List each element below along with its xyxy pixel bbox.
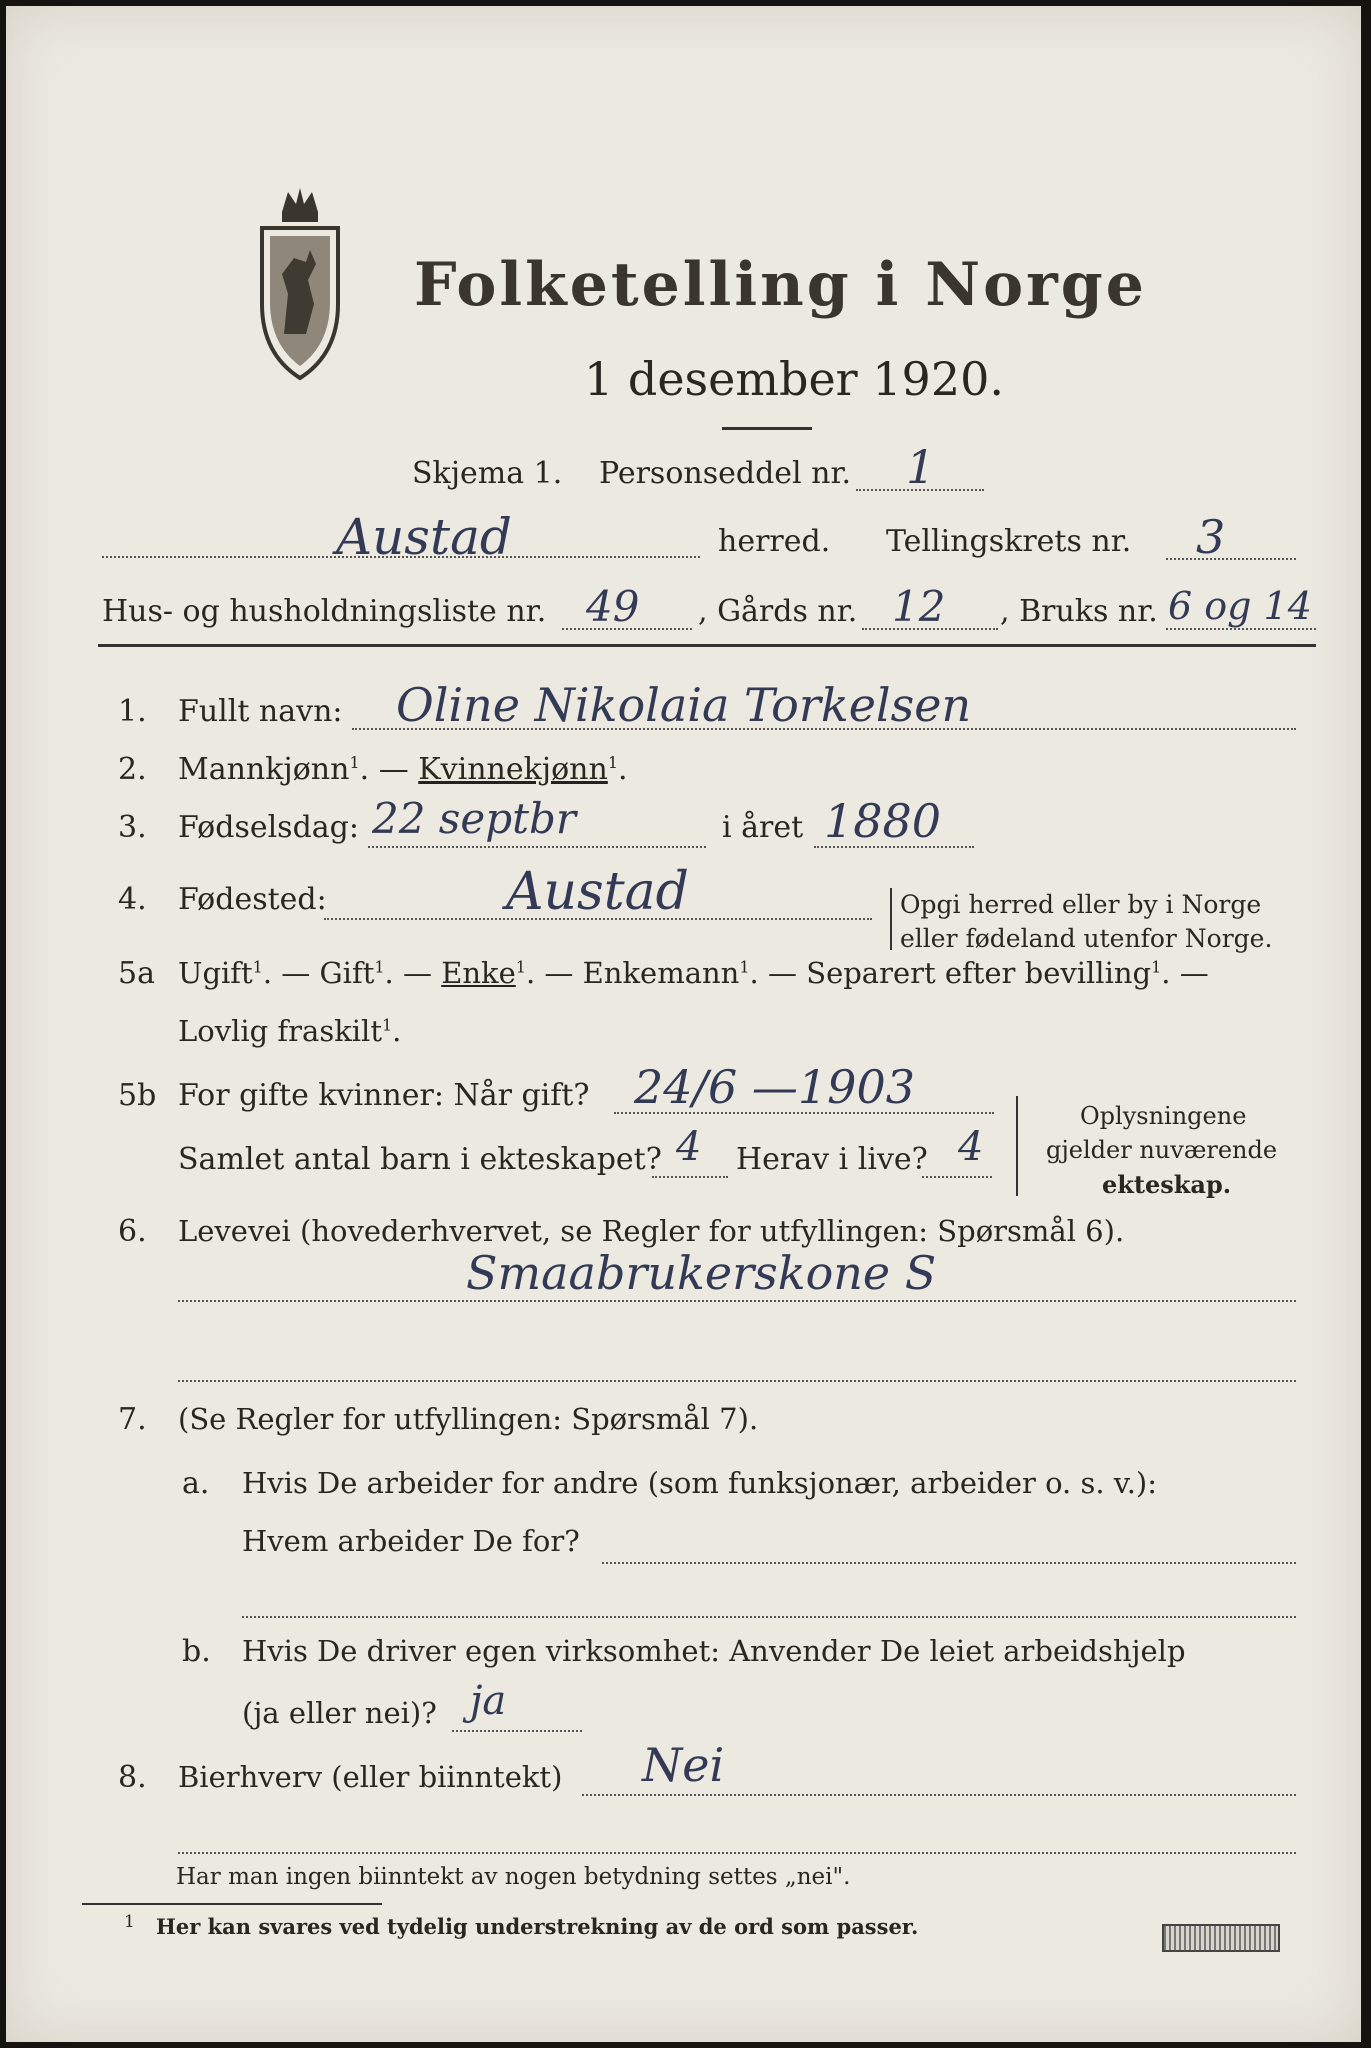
q8-number: 8.: [118, 1760, 147, 1795]
q7b-number: b.: [182, 1634, 211, 1669]
side-income-value[interactable]: Nei: [642, 1738, 725, 1792]
bruks-label: , Bruks nr.: [1000, 594, 1158, 629]
footnote-rule: [82, 1903, 382, 1905]
q5a-line2: Lovlig fraskilt$^1$.: [178, 1014, 402, 1048]
gender-male[interactable]: Mannkjønn: [178, 752, 350, 787]
q4-note-2: eller fødeland utenfor Norge.: [900, 924, 1273, 953]
married-date-value[interactable]: 24/6 —1903: [634, 1060, 915, 1114]
q1-label: Fullt navn:: [178, 694, 343, 729]
q5b-note-2: gjelder nuværende: [1046, 1136, 1278, 1164]
q5b-note-3: ekteskap.: [1102, 1170, 1232, 1199]
barn-label: Samlet antal barn i ekteskapet?: [178, 1142, 662, 1177]
birthplace-value[interactable]: Austad: [506, 862, 689, 922]
q2-gender: Mannkjønn$^1$. — Kvinnekjønn$^1$.: [178, 752, 628, 787]
q5a-number: 5a: [118, 956, 155, 991]
hired-help-value[interactable]: ja: [470, 1678, 507, 1724]
children-value[interactable]: 4: [676, 1124, 702, 1170]
skjema-label: Skjema 1.: [412, 456, 563, 491]
herred-label: herred.: [718, 524, 831, 559]
q3-label: Fødselsdag:: [178, 810, 359, 845]
form-title: Folketelling i Norge: [414, 250, 1147, 320]
q4-label: Fødested:: [178, 882, 327, 917]
gards-value[interactable]: 12: [892, 582, 946, 631]
status-enke[interactable]: Enke: [441, 956, 516, 990]
q4-note-1: Opgi herred eller by i Norge: [900, 890, 1262, 919]
q7b-question: (ja eller nei)?: [242, 1696, 437, 1730]
year-label: i året: [722, 810, 804, 845]
status-separert[interactable]: Separert efter bevilling: [806, 956, 1152, 990]
nei-note: Har man ingen biinntekt av nogen betydning settes „nei".: [176, 1864, 851, 1890]
herred-value[interactable]: Austad: [336, 508, 512, 566]
footnote-number: 1: [124, 1912, 135, 1932]
q5b-number: 5b: [118, 1078, 157, 1113]
q8-label: Bierhverv (eller biinntekt): [178, 1760, 563, 1794]
q7a-question: Hvem arbeider De for?: [242, 1524, 580, 1558]
q2-number: 2.: [118, 752, 147, 787]
q7a-text: Hvis De arbeider for andre (som funksjonær, arbeider o. s. v.):: [242, 1466, 1158, 1500]
status-ugift[interactable]: Ugift: [178, 956, 253, 990]
birth-year-value[interactable]: 1880: [824, 794, 942, 848]
header-rule: [98, 644, 1316, 647]
q6-label: Levevei (hovederhvervet, se Regler for utfyllingen: Spørsmål 6).: [178, 1214, 1125, 1248]
personseddel-label: Personseddel nr.: [599, 456, 852, 491]
q7a-number: a.: [182, 1466, 210, 1501]
status-gift[interactable]: Gift: [319, 956, 375, 990]
q5b-label: For gifte kvinner: Når gift?: [178, 1078, 590, 1113]
census-form: [6, 6, 1361, 2042]
q7-number: 7.: [118, 1402, 147, 1437]
tellingskrets-label: Tellingskrets nr.: [886, 524, 1132, 559]
q7-label: (Se Regler for utfyllingen: Spørsmål 7).: [178, 1402, 759, 1436]
q6-number: 6.: [118, 1214, 147, 1249]
census-date: 1 desember 1920.: [584, 352, 1004, 406]
q7b-text: Hvis De driver egen virksomhet: Anvender De leiet arbeidshjelp: [242, 1634, 1186, 1668]
status-enkemann[interactable]: Enkemann: [582, 956, 740, 990]
living-children-value[interactable]: 4: [958, 1124, 984, 1170]
hus-label: Hus- og husholdningsliste nr.: [102, 594, 547, 629]
title-divider: [722, 427, 812, 430]
personseddel-value[interactable]: 1: [906, 440, 936, 494]
hus-value[interactable]: 49: [586, 582, 640, 631]
q3-number: 3.: [118, 810, 147, 845]
q5b-note-1: Oplysningene: [1080, 1102, 1247, 1130]
q5a-options: Ugift$^1$. — Gift$^1$. — Enke$^1$. — Enkemann$^1$. — Separert efter bevilling$^1$. —: [178, 956, 1209, 990]
live-label: Herav i live?: [736, 1142, 928, 1177]
footnote-text: Her kan svares ved tydelig understrekning av de ord som passer.: [156, 1914, 919, 1939]
full-name-value[interactable]: Oline Nikolaia Torkelsen: [396, 678, 972, 732]
coat-of-arms-icon: [252, 184, 348, 384]
occupation-value[interactable]: Smaabrukerskone S: [466, 1246, 937, 1300]
birthday-value[interactable]: 22 septbr: [372, 794, 576, 843]
q1-number: 1.: [118, 694, 147, 729]
tellingskrets-value[interactable]: 3: [1196, 510, 1226, 564]
status-lovlig-fraskilt[interactable]: Lovlig fraskilt: [178, 1014, 382, 1048]
bruks-value[interactable]: 6 og 14: [1168, 584, 1312, 628]
q4-number: 4.: [118, 882, 147, 917]
gards-label: , Gårds nr.: [698, 594, 858, 629]
printer-stamp: [1162, 1924, 1280, 1952]
gender-female[interactable]: Kvinnekjønn: [418, 752, 608, 787]
